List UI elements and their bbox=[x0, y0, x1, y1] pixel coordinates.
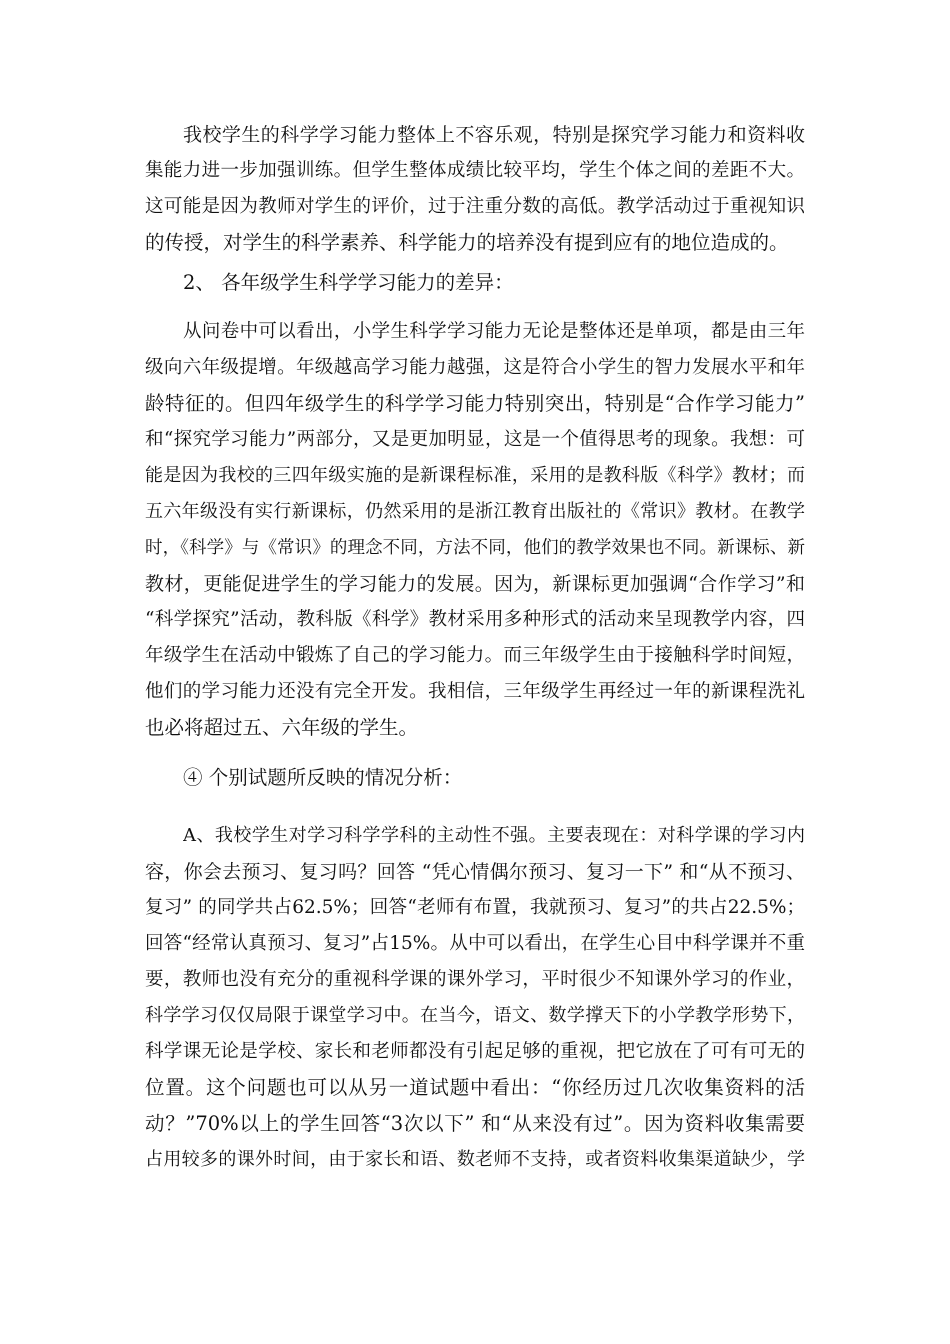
text-line: 他们的学习能力还没有完全开发。我相信，三年级学生再经过一年的新课程洗礼 bbox=[145, 681, 805, 702]
text-line: 也必将超过五、六年级的学生。 bbox=[145, 716, 419, 739]
text-line: 的传授，对学生的科学素养、科学能力的培养没有提到应有的地位造成的。 bbox=[145, 231, 789, 254]
text-line: 时，《科学》与《常识》的理念不同，方法不同，他们的教学效果也不同。新课标、新 bbox=[145, 538, 805, 558]
text-line: “科学探究”活动，教科版《科学》教材采用多种形式的活动来呈现教学内容，四 bbox=[145, 609, 805, 630]
section-heading: 2、 各年级学生科学学习能力的差异： bbox=[183, 271, 514, 294]
text-line: 容，你会去预习、复习吗？回答 “凭心情偶尔预习、复习一下” 和“从不预习、 bbox=[145, 861, 805, 883]
text-line: 集能力进一步加强训练。但学生整体成绩比较平均，学生个体之间的差距不大。 bbox=[145, 160, 805, 181]
text-line: 级向六年级提增。年级越高学习能力越强，这是符合小学生的智力发展水平和年 bbox=[145, 357, 805, 378]
text-line: 年级学生在活动中锻炼了自己的学习能力。而三年级学生由于接触科学时间短， bbox=[145, 645, 805, 666]
text-line: 复习” 的同学共占62.5%；回答“老师有布置，我就预习、复习”的共占22.5%； bbox=[145, 897, 805, 918]
text-line: 科学学习仅仅局限于课堂学习中。在当今，语文、数学撑天下的小学教学形势下， bbox=[145, 1005, 805, 1026]
text-line: 从问卷中可以看出，小学生科学学习能力无论是整体还是单项，都是由三年 bbox=[183, 321, 805, 342]
text-line: 占用较多的课外时间，由于家长和语、数老师不支持，或者资料收集渠道缺少，学 bbox=[145, 1149, 805, 1170]
text-line: 这可能是因为教师对学生的评价，过于注重分数的高低。教学活动过于重视知识 bbox=[145, 196, 805, 217]
text-line: 科学课无论是学校、家长和老师都没有引起足够的重视，把它放在了可有可无的 bbox=[145, 1041, 805, 1062]
text-line: 教材，更能促进学生的学习能力的发展。因为，新课标更加强调“合作学习”和 bbox=[145, 573, 805, 595]
text-line: 位置。这个问题也可以从另一道试题中看出：“你经历过几次收集资料的活 bbox=[145, 1076, 805, 1099]
section-heading: ④ 个别试题所反映的情况分析： bbox=[183, 766, 463, 789]
text-line: 要，教师也没有充分的重视科学课的课外学习，平时很少不知课外学习的作业， bbox=[145, 969, 805, 990]
text-line: 龄特征的。但四年级学生的科学学习能力特别突出，特别是“合作学习能力” bbox=[145, 392, 805, 415]
text-line: 能是因为我校的三四年级实施的是新课程标准，采用的是教科版《科学》教材；而 bbox=[145, 465, 805, 486]
text-line: 和“探究学习能力”两部分，又是更加明显，这是一个值得思考的现象。我想：可 bbox=[145, 429, 805, 450]
text-line: 我校学生的科学学习能力整体上不容乐观，特别是探究学习能力和资料收 bbox=[183, 124, 805, 146]
text-line: 动？”70%以上的学生回答“3次以下” 和“从来没有过”。因为资料收集需要 bbox=[145, 1112, 805, 1135]
text-line: 回答“经常认真预习、复习”占15%。从中可以看出，在学生心目中科学课并不重 bbox=[145, 933, 805, 954]
text-line: 五六年级没有实行新课标，仍然采用的是浙江教育出版社的《常识》教材。在教学 bbox=[145, 501, 805, 522]
text-line: A、我校学生对学习科学学科的主动性不强。主要表现在：对科学课的学习内 bbox=[183, 825, 805, 846]
